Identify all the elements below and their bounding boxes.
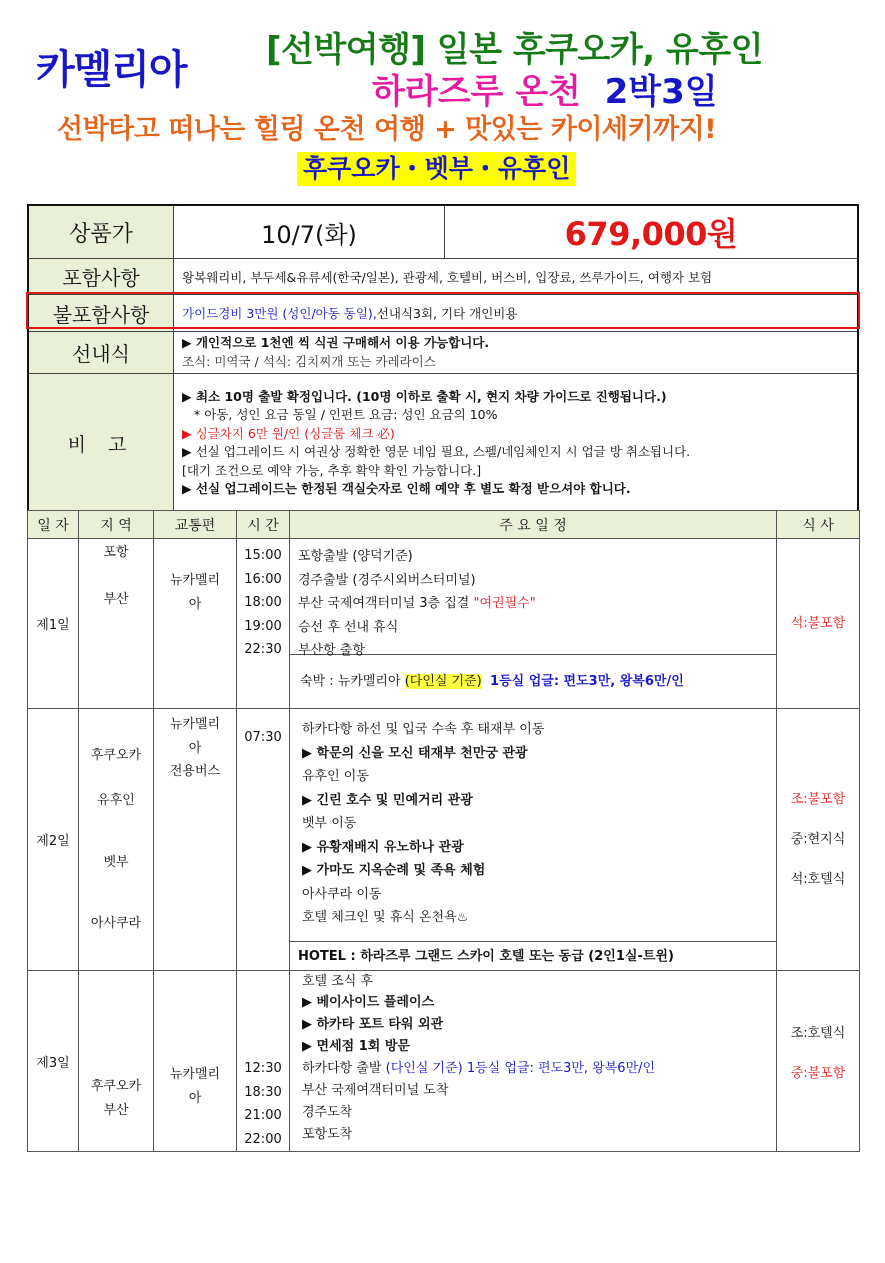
region: 부산 xyxy=(103,591,129,607)
day1-row xyxy=(28,539,860,709)
day3-label: 제3일 xyxy=(28,971,79,1152)
region: 후쿠오카 xyxy=(90,1079,142,1094)
note-line: ▶ 선실 업그레이드 시 여권상 정확한 영문 네임 필요, 스펠/네임체인지 시 업글 방 취소됩니다. xyxy=(182,444,691,459)
day2-meals xyxy=(777,709,860,971)
col-region: 지 역 xyxy=(79,511,154,539)
depart-upgrade-note: (다인실 기준) 1등실 업글: 편도3만, 왕복6만/인 xyxy=(385,1061,656,1076)
price-date: 10/7(화) xyxy=(174,206,445,258)
time: 07:30 xyxy=(244,730,282,745)
schedule-item: 아사쿠라 이동 xyxy=(302,886,382,902)
day1-transport xyxy=(154,539,237,709)
info-table xyxy=(27,204,859,514)
note-line: * 아동, 성인 요금 동일 / 인펀트 요금: 성인 요금의 10% xyxy=(194,407,498,422)
onboard-meal-text xyxy=(174,332,857,373)
time: 18:00 xyxy=(244,595,282,610)
notes-row xyxy=(29,373,857,512)
stay-upgrade: 1등실 업글: 편도3만, 왕복6만/인 xyxy=(490,674,684,689)
time: 22:30 xyxy=(244,642,282,657)
guide-fee: 가이드경비 3만원 (성인/아동 동일), xyxy=(182,306,377,321)
schedule-text: 하카다항 출발 xyxy=(302,1061,386,1076)
day2-label: 제2일 xyxy=(28,709,79,971)
onboard-meal-row xyxy=(29,331,857,373)
day2-regions xyxy=(79,709,154,971)
time: 19:00 xyxy=(244,618,282,634)
time: 16:00 xyxy=(244,571,282,587)
region: 포항 xyxy=(103,545,129,560)
title-duration: 2박3일 xyxy=(604,72,718,112)
note-line: [대기 조건으로 예약 가능, 추후 확약 확인 가능합니다.] xyxy=(182,462,482,478)
schedule-item xyxy=(298,592,768,616)
schedule-item: 부산항 출항 xyxy=(298,643,365,658)
onboard-meal-label: 선내식 xyxy=(29,332,174,373)
price-amount: 679,000원 xyxy=(564,215,738,253)
schedule-item: 포항도착 xyxy=(302,1127,353,1142)
schedule-item: ▶ 긴린 호수 및 민예거리 관광 xyxy=(302,792,473,808)
schedule-item: 하카다항 하선 및 입국 수속 후 태재부 이동 xyxy=(302,722,545,737)
meal-line: ▶ 개인적으로 1천엔 씩 식권 구매해서 이용 가능합니다. xyxy=(182,335,490,350)
day1-label: 제1일 xyxy=(28,539,79,709)
transport-line: 뉴카멜리 xyxy=(169,717,221,732)
excluded-rest: 선내식3회, 기타 개인비용 xyxy=(376,306,518,321)
itinerary-table xyxy=(27,510,860,1152)
day3-meals xyxy=(777,971,860,1152)
region: 부산 xyxy=(103,1102,129,1118)
excluded-label: 불포함사항 xyxy=(29,295,174,331)
route-highlight: 후쿠오카・벳부・유후인 xyxy=(297,152,576,186)
col-transport: 교통편 xyxy=(154,511,237,539)
meal-dinner: 석:호텔식 xyxy=(790,871,846,887)
schedule-item: 유후인 이동 xyxy=(302,769,369,784)
meal-breakfast: 조:불포함 xyxy=(790,791,846,807)
schedule-item: 포항출발 (양덕기준) xyxy=(298,549,413,564)
itinerary-header xyxy=(28,511,860,539)
schedule-item: 경주출발 (경주시외버스터미널) xyxy=(298,572,476,588)
stay-dorm-highlight: (다인실 기준) xyxy=(404,674,482,689)
day1-schedule xyxy=(290,539,777,709)
schedule-item: 벳부 이동 xyxy=(302,816,357,831)
transport-line: 전용버스 xyxy=(169,764,221,779)
title-onsen: 하라즈루 온천 xyxy=(372,72,581,112)
meal-breakfast: 조:호텔식 xyxy=(790,1026,846,1041)
transport-line: 아 xyxy=(188,596,202,612)
time: 21:00 xyxy=(244,1108,282,1123)
day3-row xyxy=(28,971,860,1152)
day1-times xyxy=(237,539,290,709)
brand-name: 카멜리아 xyxy=(36,47,187,93)
transport-line: 뉴카멜리 xyxy=(169,1067,221,1082)
col-time: 시 간 xyxy=(237,511,290,539)
transport-line: 아 xyxy=(188,1090,202,1106)
tagline: 선박타고 떠나는 힐링 온천 여행 + 맛있는 카이세키까지! xyxy=(57,114,717,145)
meal-line: 조식: 미역국 / 석식: 김치찌개 또는 카레라이스 xyxy=(182,353,436,369)
day3-transport xyxy=(154,971,237,1152)
schedule-text: 부산 국제여객터미널 3층 집결 xyxy=(298,596,474,611)
day2-transport xyxy=(154,709,237,971)
day2-hotel: HOTEL : 하라즈루 그랜드 스카이 호텔 또는 동급 (2인1실-트윈) xyxy=(290,941,776,970)
schedule-item: ▶ 가마도 지옥순례 및 족욕 체험 xyxy=(302,863,486,878)
time: 18:30 xyxy=(244,1084,282,1100)
note-line: ▶ 최소 10명 출발 확정입니다. (10명 이하로 출확 시, 현지 차량 가이드로 진행됩니다.) xyxy=(182,388,667,404)
time: 15:00 xyxy=(244,548,282,563)
time: 22:00 xyxy=(244,1131,282,1147)
col-day: 일 자 xyxy=(28,511,79,539)
note-line: ▶ 싱글차지 6만 원/인 (싱글룸 체크 必) xyxy=(182,425,395,441)
day2-row xyxy=(28,709,860,971)
schedule-item xyxy=(302,1058,768,1080)
schedule-item: ▶ 학문의 신을 모신 태재부 천만궁 관광 xyxy=(302,745,528,761)
region: 벳부 xyxy=(103,854,129,870)
excluded-text xyxy=(174,295,857,331)
schedule-item: 승선 후 선내 휴식 xyxy=(298,619,399,635)
title-line-1: [선박여행] 일본 후쿠오카, 유후인 xyxy=(266,30,763,70)
day3-schedule xyxy=(290,971,777,1152)
day3-times xyxy=(237,971,290,1152)
day1-meals xyxy=(777,539,860,709)
title-line-2 xyxy=(372,64,718,113)
excluded-row xyxy=(29,294,857,331)
schedule-item: 부산 국제여객터미널 도착 xyxy=(302,1083,449,1098)
transport-line: 뉴카멜리 xyxy=(169,573,221,588)
day2-schedule xyxy=(290,709,777,971)
notes-label: 비 고 xyxy=(29,374,174,512)
price-label: 상품가 xyxy=(29,206,174,258)
day3-regions xyxy=(79,971,154,1152)
meal-lunch: 중:현지식 xyxy=(790,831,846,847)
day1-stay xyxy=(290,654,776,708)
col-schedule: 주 요 일 정 xyxy=(290,511,777,539)
stay-prefix: 숙박 : 뉴카멜리아 xyxy=(300,674,405,689)
schedule-item: ▶ 베이사이드 플레이스 xyxy=(302,995,435,1010)
passport-note: "여권필수" xyxy=(473,596,536,611)
schedule-item: 호텔 체크인 및 휴식 온천욕♨ xyxy=(302,910,469,925)
time: 12:30 xyxy=(244,1061,282,1076)
col-meal: 식 사 xyxy=(777,511,860,539)
day1-regions xyxy=(79,539,154,709)
included-label: 포함사항 xyxy=(29,259,174,294)
notes-text xyxy=(174,374,857,512)
meal-dinner: 석:불포함 xyxy=(790,615,846,631)
region: 후쿠오카 xyxy=(90,747,142,763)
note-line: ▶ 선실 업그레이드는 한정된 객실숫자로 인해 예약 후 별도 확정 받으셔야 합니다. xyxy=(182,481,631,496)
schedule-item: 호텔 조식 후 xyxy=(302,974,374,989)
meal-lunch: 중:불포함 xyxy=(790,1066,846,1081)
day2-times xyxy=(237,709,290,971)
schedule-item: ▶ 유황재배지 유노하나 관광 xyxy=(302,839,464,855)
region: 아사쿠라 xyxy=(90,916,142,931)
transport-line: 아 xyxy=(188,740,202,756)
schedule-item: ▶ 면세점 1회 방문 xyxy=(302,1039,410,1054)
included-row xyxy=(29,258,857,294)
schedule-item: ▶ 하카타 포트 타워 외관 xyxy=(302,1017,444,1032)
included-text: 왕복웨리비, 부두세&유류세(한국/일본), 관광세, 호텔비, 버스비, 입장료, 쓰루가이드, 여행자 보험 xyxy=(182,269,713,285)
schedule-item: 경주도착 xyxy=(302,1105,353,1120)
price-row xyxy=(29,206,857,258)
region: 유후인 xyxy=(97,793,135,808)
